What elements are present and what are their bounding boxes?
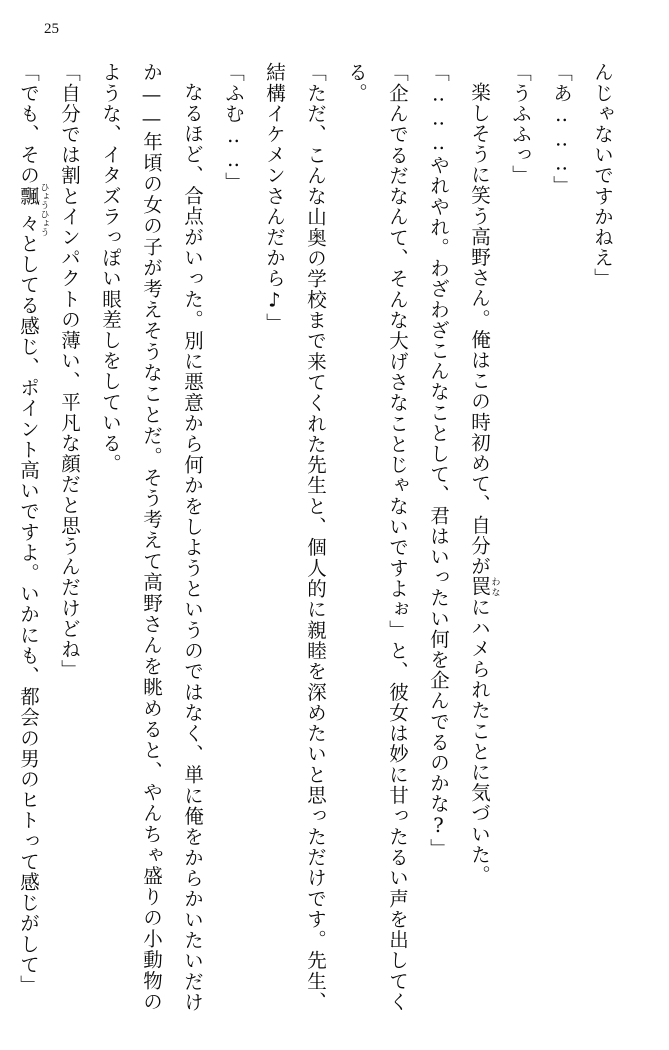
ruby-annotation: 飄々ひょうひょう <box>17 182 49 237</box>
paragraph: 「ただ、こんな山奥の学校まで来てくれた先生と、個人的に親睦を深めたいと思っただけです。先生、結構イケメンさんだから♪」 <box>263 62 327 1012</box>
ruby-annotation: 罠わな <box>468 575 500 597</box>
paragraph-text-before-ruby: 「企んでるだなんて、そんな大げさなことじゃないですよぉ」と、彼女は妙に甘ったるい声を出してくる。 <box>345 62 409 1012</box>
paragraph: なるほど、合点がいった。別に悪意から何かをしようというのではなく、単に俺をからかいたいだけか——年頃の女の子が考えそうなことだ。そう考えて高野さんを眺めると、やんちゃ盛りの小動物のような、イタズラっぽい眼差しをしている。 <box>99 62 204 1012</box>
paragraph: 「うふふっ」 <box>509 62 532 186</box>
ruby-reading: わな <box>489 575 500 597</box>
paragraph: 「ふむ‥‥」 <box>222 62 245 193</box>
page-text-body <box>17 62 623 1012</box>
paragraph: 「あ‥‥‥」 <box>550 62 573 197</box>
paragraph: 楽しそうに笑う高野さん。俺はこの時初めて、自分が罠わなにハメられたことに気づいた。 <box>468 81 500 885</box>
paragraph: 「でも、その飄々ひょうひょうとしてる感じ、ポイント高いですよ。いかにも、都会の男のヒトって感じがして」 <box>17 62 49 996</box>
paragraph: 「‥‥‥やれやれ。わざわざこんなことして、君はいったい何を企んでるのかな?」 <box>427 62 450 859</box>
paragraph: んじゃないですかねえ」 <box>591 62 614 289</box>
page-number: 25 <box>44 21 59 37</box>
paragraph-with-ruby <box>336 62 418 1012</box>
paragraph: 「自分では割とインパクトの薄い、平凡な顔だと思うんだけどね」 <box>58 62 81 680</box>
ruby-reading: ひょうひょう <box>38 182 49 237</box>
